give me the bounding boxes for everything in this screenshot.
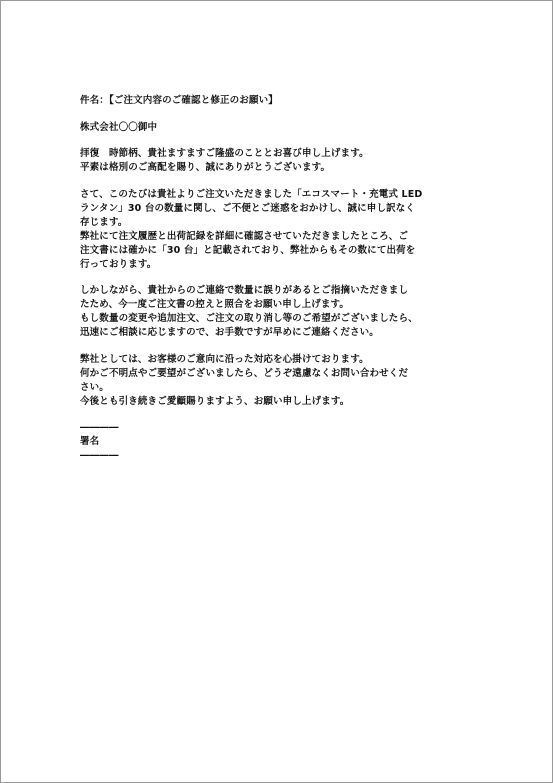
signature-rule-bottom: ――――: [80, 450, 119, 461]
signature-rule-top: ――――: [80, 422, 119, 433]
paragraph1-line: 注文書には確かに「30 台」と記載されており、弊社からもその数にて出荷を: [80, 244, 416, 256]
greeting-line: 平素は格別のご高配を賜り、誠にありがとうございます。: [80, 162, 331, 173]
signature-label: 署名: [80, 436, 100, 447]
paragraph3-line: さい。: [80, 381, 109, 393]
paragraph2-line: しかしながら、貴社からのご連絡で数量に誤りがあるとご指摘いただきまし: [80, 285, 409, 296]
paragraph2-line: もし数量の変更や追加注文、ご注文の取り消し等のご希望がございましたら、: [80, 313, 418, 324]
paragraph2-line: たため、今一度ご注文書の控えと照合をお願い申し上げます。: [80, 299, 350, 310]
paragraph3-line: 弊社としては、お客様のご意向に沿った対応を心掛けております。: [80, 353, 369, 365]
greeting-line: 拝復 時節柄、貴社ますますご隆盛のこととお喜び申し上げます。: [80, 148, 369, 159]
paragraph2-line: 迅速にご相談に応じますので、お手数ですが早めにご連絡ください。: [80, 327, 379, 338]
subject-line: 件名：【ご注文内容のご確認と修正のお願い】: [80, 95, 278, 106]
recipient-line: 株式会社〇〇御中: [80, 121, 158, 133]
letter-body: [80, 94, 478, 463]
paragraph3-line: 今後とも引き続きご愛顧賜りますよう、お願い申し上げます。: [80, 395, 350, 407]
paragraph1-line: 存じます。: [80, 216, 128, 228]
paragraph1-line: ランタン」30 台の数量に関し、ご不便とご迷惑をおかけし、誠に申し訳なく: [80, 202, 416, 214]
paragraph1-line: 行っております。: [80, 258, 157, 270]
paragraph1-line: さて、このたびは貴社よりご注文いただきました「エコスマート・充電式 LED: [80, 188, 423, 200]
paragraph3-line: 何かご不明点やご要望がございましたら、どうぞ遠慮なくお問い合わせくだ: [80, 367, 409, 379]
paragraph1-line: 弊社にて注文履歴と出荷記録を詳細に確認させていただきましたところ、ご: [80, 230, 409, 242]
